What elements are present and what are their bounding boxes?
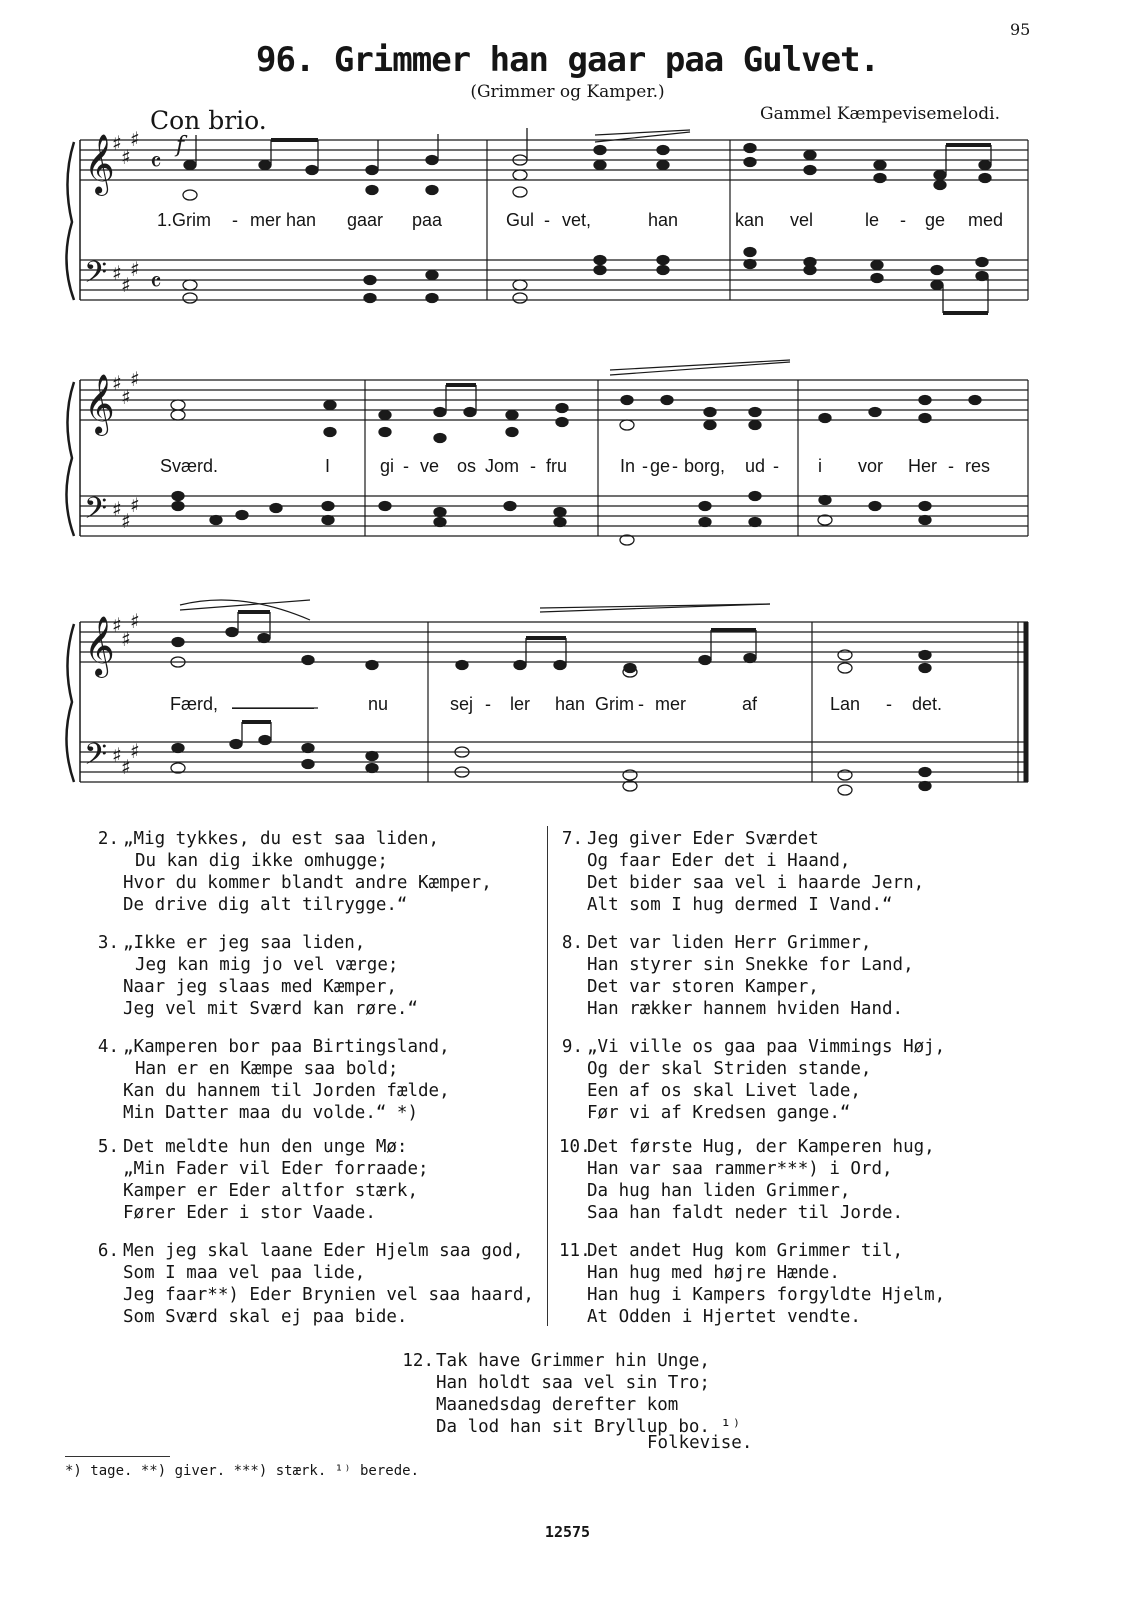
lyrics-line-1	[0, 210, 1135, 236]
verse-line: Kan du hannem til Jorden fælde,	[123, 1081, 450, 1101]
lyric-syllable: paa	[412, 210, 443, 230]
lyric-syllable: ler	[510, 694, 531, 714]
lyric-syllable: -	[642, 456, 648, 476]
lyric-syllable: gaar	[347, 210, 384, 230]
svg-text:♯: ♯	[112, 371, 122, 395]
lyric-syllable: ud	[745, 456, 766, 476]
verse-line: Det bider saa vel i haarde Jern,	[587, 873, 925, 893]
verse-line: Kamper er Eder altfor stærk,	[123, 1181, 419, 1201]
svg-text:♯: ♯	[121, 509, 131, 533]
song-subtitle: (Grimmer og Kamper.)	[470, 82, 665, 102]
verse-line: Naar jeg slaas med Kæmper,	[123, 977, 397, 997]
verse-line: Maanedsdag derefter kom	[436, 1395, 679, 1415]
lyric-syllable: kan	[735, 210, 765, 230]
svg-text:♯: ♯	[130, 609, 140, 633]
lyric-syllable: le	[865, 210, 880, 230]
svg-text:𝄞: 𝄞	[84, 134, 115, 194]
verse-line: Jeg giver Eder Sværdet	[587, 829, 819, 849]
verse-line: Jeg kan mig jo vel værge;	[135, 955, 399, 975]
verse-number: 9.	[561, 1037, 583, 1057]
svg-text:♯: ♯	[121, 385, 131, 409]
lyric-syllable: vor	[858, 456, 884, 476]
source-signature: Folkevise.	[647, 1433, 753, 1453]
verse-number: 4.	[97, 1037, 119, 1057]
lyric-syllable: res	[965, 456, 991, 476]
composer-credit: Gammel Kæmpevisemelodi.	[760, 104, 1001, 124]
verse-number: 5.	[97, 1137, 119, 1157]
verse-9	[561, 1036, 946, 1124]
lyric-syllable: -	[485, 694, 491, 714]
svg-text:♯: ♯	[130, 257, 140, 281]
lyric-syllable: Lan	[830, 694, 861, 714]
lyric-syllable: mer han	[250, 210, 317, 230]
verse-line: Han holdt saa vel sin Tro;	[436, 1373, 710, 1393]
verse-8	[561, 932, 914, 1020]
page-number: 95	[1010, 20, 1031, 39]
lyric-syllable: sej	[450, 694, 474, 714]
lyric-syllable: borg,	[684, 456, 726, 476]
lyric-syllable: I	[325, 456, 331, 476]
svg-text:𝄞: 𝄞	[84, 616, 115, 676]
verse-10	[559, 1136, 935, 1224]
lyric-syllable: Færd,	[170, 694, 219, 714]
verse-line: Hvor du kommer blandt andre Kæmper,	[123, 873, 492, 893]
lyric-syllable: -	[544, 210, 550, 230]
lyric-syllable: ve	[420, 456, 440, 476]
svg-text:♯: ♯	[121, 627, 131, 651]
verse-11	[559, 1240, 946, 1328]
verse-6	[97, 1240, 534, 1328]
verse-number: 7.	[561, 829, 583, 849]
verse-line: Og faar Eder det i Haand,	[587, 851, 851, 871]
lyric-syllable: ge	[650, 456, 671, 476]
verse-line: Før vi af Kredsen gange.“	[587, 1103, 851, 1123]
column-divider	[547, 826, 548, 1326]
lyric-syllable: af	[742, 694, 758, 714]
lyric-syllable: In	[620, 456, 636, 476]
verse-number: 6.	[97, 1241, 119, 1261]
lyric-syllable: fru	[546, 456, 568, 476]
lyric-syllable: -	[886, 694, 892, 714]
svg-text:♯: ♯	[130, 493, 140, 517]
lyric-syllable: Sværd.	[160, 456, 219, 476]
lyric-syllable: vel	[790, 210, 814, 230]
lyrics-line-3	[0, 694, 1135, 720]
lyric-syllable: i	[818, 456, 822, 476]
svg-text:♯: ♯	[112, 613, 122, 637]
verse-line: Han styrer sin Snekke for Land,	[587, 955, 914, 975]
verse-line: De drive dig alt tilrygge.“	[123, 895, 408, 915]
svg-text:♯: ♯	[121, 755, 131, 779]
lyric-syllable: Jom	[485, 456, 520, 476]
verse-3	[97, 932, 419, 1020]
lyric-syllable: -	[403, 456, 409, 476]
svg-text:♯: ♯	[121, 273, 131, 297]
svg-text:𝄢: 𝄢	[84, 738, 108, 779]
verse-line: Men jeg skal laane Eder Hjelm saa god,	[123, 1241, 524, 1261]
svg-text:𝄢: 𝄢	[84, 256, 108, 297]
lyric-syllable: gi	[380, 456, 395, 476]
lyric-syllable: -	[773, 456, 779, 476]
verse-line: Og der skal Striden stande,	[587, 1059, 872, 1079]
lyric-syllable: med	[968, 210, 1004, 230]
verse-line: Som Sværd skal ej paa bide.	[123, 1307, 408, 1327]
verse-line: „Mig tykkes, du est saa liden,	[123, 829, 440, 849]
svg-text:♯: ♯	[112, 497, 122, 521]
plate-number: 12575	[544, 1523, 591, 1541]
dynamic-forte: f	[176, 133, 185, 158]
verse-line: Tak have Grimmer hin Unge,	[436, 1351, 710, 1371]
lyric-syllable: -	[672, 456, 678, 476]
lyric-syllable: det.	[912, 694, 943, 714]
verse-line: „Kamperen bor paa Birtingsland,	[123, 1037, 450, 1057]
verse-line: Han var saa rammer***) i Ord,	[587, 1159, 893, 1179]
verse-line: Det andet Hug kom Grimmer til,	[587, 1241, 904, 1261]
svg-text:♯: ♯	[121, 145, 131, 169]
lyric-syllable: han	[648, 210, 679, 230]
lyric-syllable: nu	[368, 694, 389, 714]
svg-text:𝄢: 𝄢	[84, 492, 108, 533]
lyric-syllable: Her	[908, 456, 938, 476]
verse-line: Alt som I hug dermed I Vand.“	[587, 895, 893, 915]
lyric-syllable: ge	[925, 210, 946, 230]
verse-line: Jeg faar**) Eder Brynien vel saa haard,	[123, 1285, 534, 1305]
verse-line: Han hug med højre Hænde.	[587, 1263, 840, 1283]
verse-number: 3.	[97, 933, 119, 953]
verse-number: 12.	[402, 1351, 434, 1371]
svg-text:♯: ♯	[112, 261, 122, 285]
verse-line: „Vi ville os gaa paa Vimmings Høj,	[587, 1037, 946, 1057]
svg-text:♯: ♯	[130, 739, 140, 763]
verse-line: Det meldte hun den unge Mø:	[123, 1137, 408, 1157]
verse-number: 11.	[559, 1241, 591, 1261]
lyric-extender	[232, 708, 314, 709]
verse-line: Saa han faldt neder til Jorde.	[587, 1203, 904, 1223]
verse-line: Han rækker hannem hviden Hand.	[587, 999, 904, 1019]
lyric-syllable: -	[900, 210, 906, 230]
svg-text:♯: ♯	[112, 131, 122, 155]
lyric-syllable: -	[232, 210, 238, 230]
svg-text:𝄴: 𝄴	[150, 268, 162, 298]
verse-5	[97, 1136, 429, 1224]
verse-line: „Ikke er jeg saa liden,	[123, 933, 366, 953]
lyric-syllable: 1.Grim	[157, 210, 211, 230]
lyric-syllable: mer	[655, 694, 686, 714]
verse-4	[97, 1036, 450, 1124]
song-title: 96. Grimmer han gaar paa Gulvet.	[255, 40, 880, 80]
verse-line: Fører Eder i stor Vaade.	[123, 1203, 376, 1223]
lyric-syllable: Grim	[595, 694, 634, 714]
verse-line: Han hug i Kampers forgyldte Hjelm,	[587, 1285, 946, 1305]
verse-line: „Min Fader vil Eder forraade;	[123, 1159, 429, 1179]
svg-text:𝄴: 𝄴	[150, 148, 162, 178]
verse-number: 8.	[561, 933, 583, 953]
lyric-syllable: Gul	[506, 210, 535, 230]
verse-line: Min Datter maa du volde.“ *)	[123, 1103, 419, 1123]
lyric-syllable: -	[638, 694, 644, 714]
lyric-syllable: os	[457, 456, 477, 476]
svg-text:♯: ♯	[112, 743, 122, 767]
svg-text:♯: ♯	[130, 127, 140, 151]
lyric-syllable: han	[555, 694, 586, 714]
verse-line: Een af os skal Livet lade,	[587, 1081, 861, 1101]
verse-line: Jeg vel mit Sværd kan røre.“	[123, 999, 419, 1019]
lyric-syllable: vet,	[562, 210, 592, 230]
footnote-divider	[65, 1456, 170, 1457]
lyric-syllable: -	[530, 456, 536, 476]
verse-line: Det første Hug, der Kamperen hug,	[587, 1137, 935, 1157]
lyrics-line-2	[0, 456, 1135, 482]
verse-7	[561, 828, 925, 916]
footnotes: *) tage. **) giver. ***) stærk. ¹⁾ berede.	[65, 1463, 420, 1479]
lyric-syllable: -	[948, 456, 954, 476]
verse-2	[97, 828, 492, 916]
verse-line: Det var liden Herr Grimmer,	[587, 933, 872, 953]
verse-line: Det var storen Kamper,	[587, 977, 819, 997]
verse-number: 2.	[97, 829, 119, 849]
svg-text:♯: ♯	[130, 367, 140, 391]
verse-line: Som I maa vel paa lide,	[123, 1263, 366, 1283]
verse-line: Da hug han liden Grimmer,	[587, 1181, 851, 1201]
verse-number: 10.	[559, 1137, 591, 1157]
verse-line: At Odden i Hjertet vendte.	[587, 1307, 861, 1327]
verse-line: Han er en Kæmpe saa bold;	[135, 1059, 399, 1079]
svg-text:𝄞: 𝄞	[84, 374, 115, 434]
verse-12	[402, 1350, 742, 1438]
verse-line: Da lod han sit Bryllup bo. ¹⁾	[436, 1417, 742, 1437]
verse-line: Du kan dig ikke omhugge;	[135, 851, 388, 871]
verses	[0, 820, 1135, 1340]
tempo-marking: Con brio.	[150, 106, 267, 135]
